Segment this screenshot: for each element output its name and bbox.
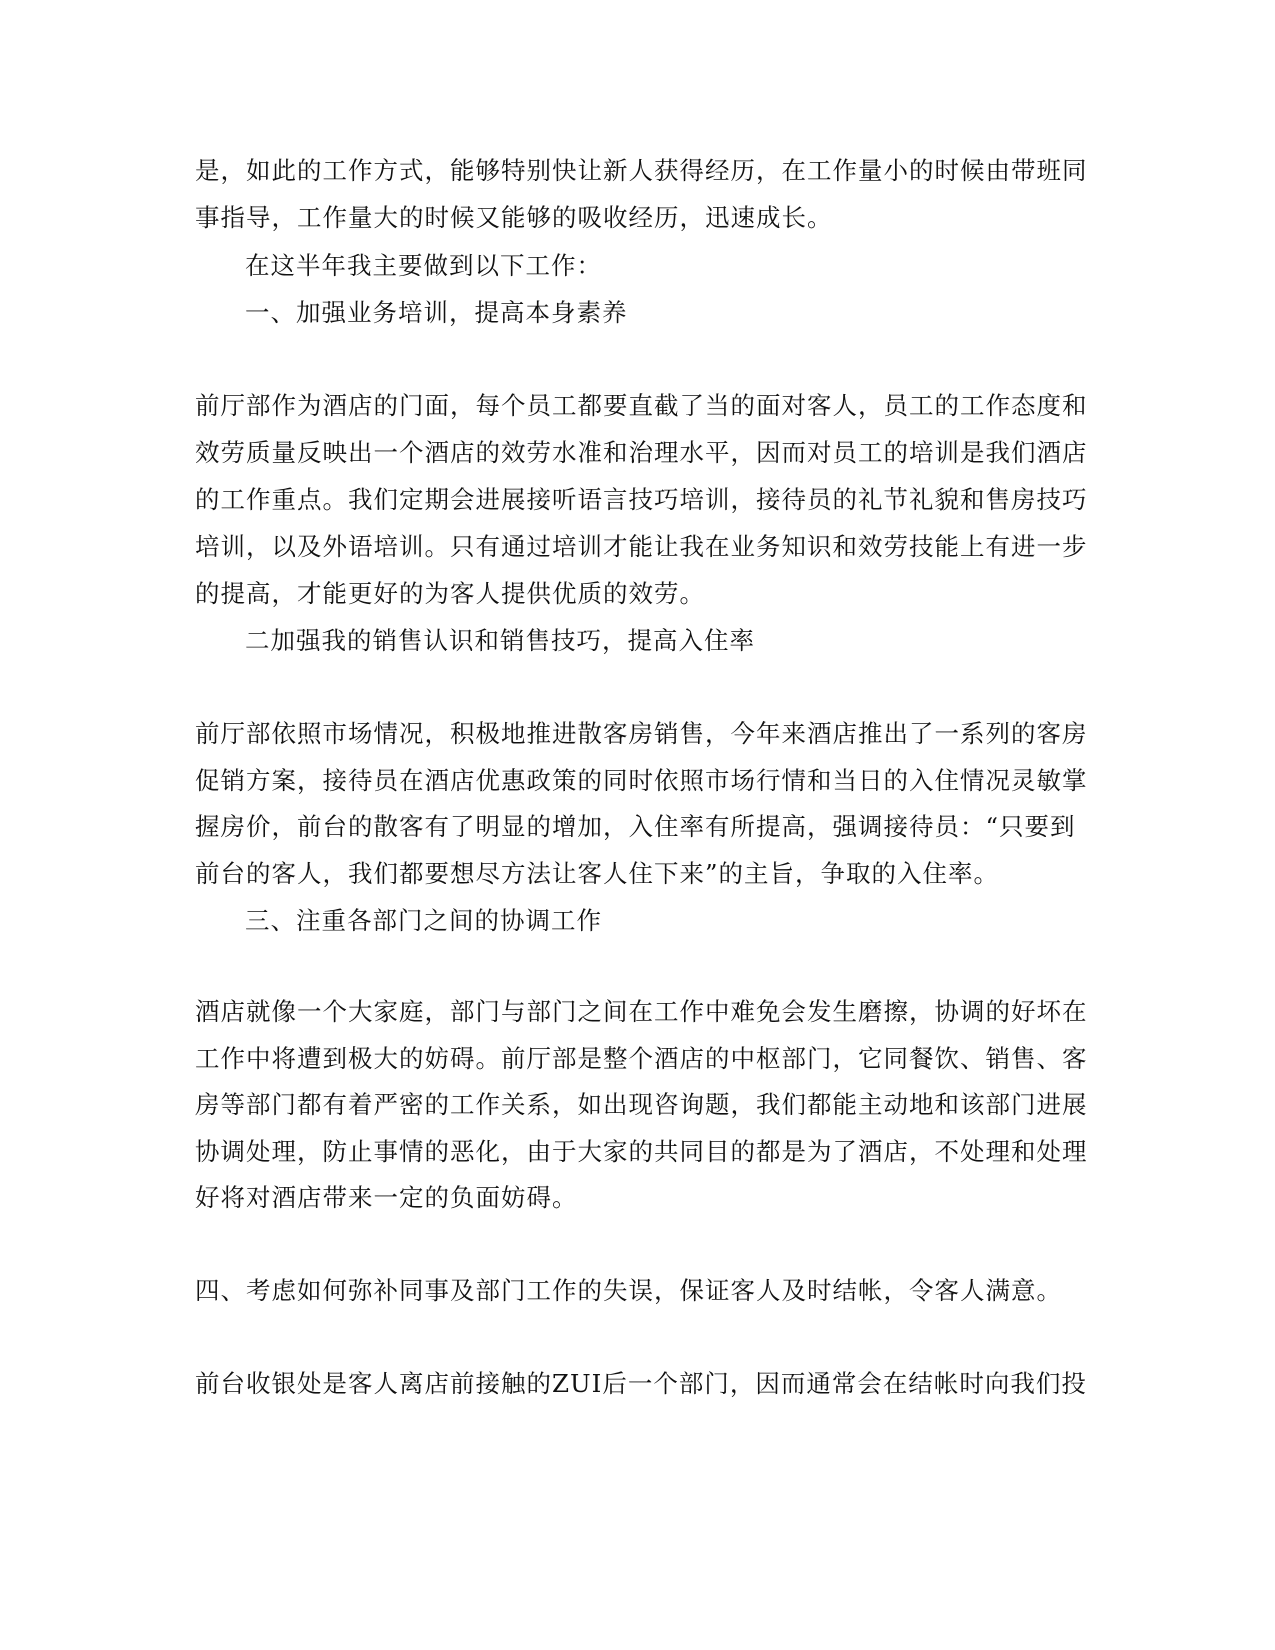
- section-heading: 一、加强业务培训，提高本身素养: [245, 298, 628, 327]
- section-heading: 三、注重各部门之间的协调工作: [245, 906, 602, 935]
- text-line: 前台收银处是客人离店前接触的ZUI后一个部门，因而通常会在结帐时向我们投: [195, 1369, 1087, 1398]
- text-line: 培训，以及外语培训。只有通过培训才能让我在业务知识和效劳技能上有进一步: [195, 532, 1088, 561]
- text-line: 握房价，前台的散客有了明显的增加，入住率有所提高，强调接待员：“只要到: [195, 812, 1076, 841]
- text-line: 好将对酒店带来一定的负面妨碍。: [195, 1183, 578, 1212]
- text-line: 酒店就像一个大家庭，部门与部门之间在工作中难免会发生磨擦，协调的好坏在: [195, 997, 1088, 1026]
- text-line: 的工作重点。我们定期会进展接听语言技巧培训，接待员的礼节礼貌和售房技巧: [195, 485, 1088, 514]
- text-line: 在这半年我主要做到以下工作：: [245, 251, 602, 280]
- text-line: 前厅部作为酒店的门面，每个员工都要直截了当的面对客人，员工的工作态度和: [195, 391, 1088, 420]
- text-line: 工作中将遭到极大的妨碍。前厅部是整个酒店的中枢部门，它同餐饮、销售、客: [195, 1044, 1088, 1073]
- text-line: 是，如此的工作方式，能够特别快让新人获得经历，在工作量小的时候由带班同: [195, 156, 1088, 185]
- text-line: 协调处理，防止事情的恶化，由于大家的共同目的都是为了酒店，不处理和处理: [195, 1137, 1088, 1166]
- text-line: 前厅部依照市场情况，积极地推进散客房销售，今年来酒店推出了一系列的客房: [195, 719, 1088, 748]
- text-line: 房等部门都有着严密的工作关系，如出现咨询题，我们都能主动地和该部门进展: [195, 1090, 1088, 1119]
- text-line: 的提高，才能更好的为客人提供优质的效劳。: [195, 579, 705, 608]
- text-line: 效劳质量反映出一个酒店的效劳水准和治理水平，因而对员工的培训是我们酒店: [195, 438, 1088, 467]
- text-line: 促销方案，接待员在酒店优惠政策的同时依照市场行情和当日的入住情况灵敏掌: [195, 766, 1088, 795]
- text-line: 事指导，工作量大的时候又能够的吸收经历，迅速成长。: [195, 203, 833, 232]
- section-heading: 二加强我的销售认识和销售技巧，提高入住率: [245, 626, 755, 655]
- section-heading: 四、考虑如何弥补同事及部门工作的失误，保证客人及时结帐，令客人满意。: [195, 1276, 1062, 1305]
- text-line: 前台的客人，我们都要想尽方法让客人住下来”的主旨，争取的入住率。: [195, 859, 1000, 888]
